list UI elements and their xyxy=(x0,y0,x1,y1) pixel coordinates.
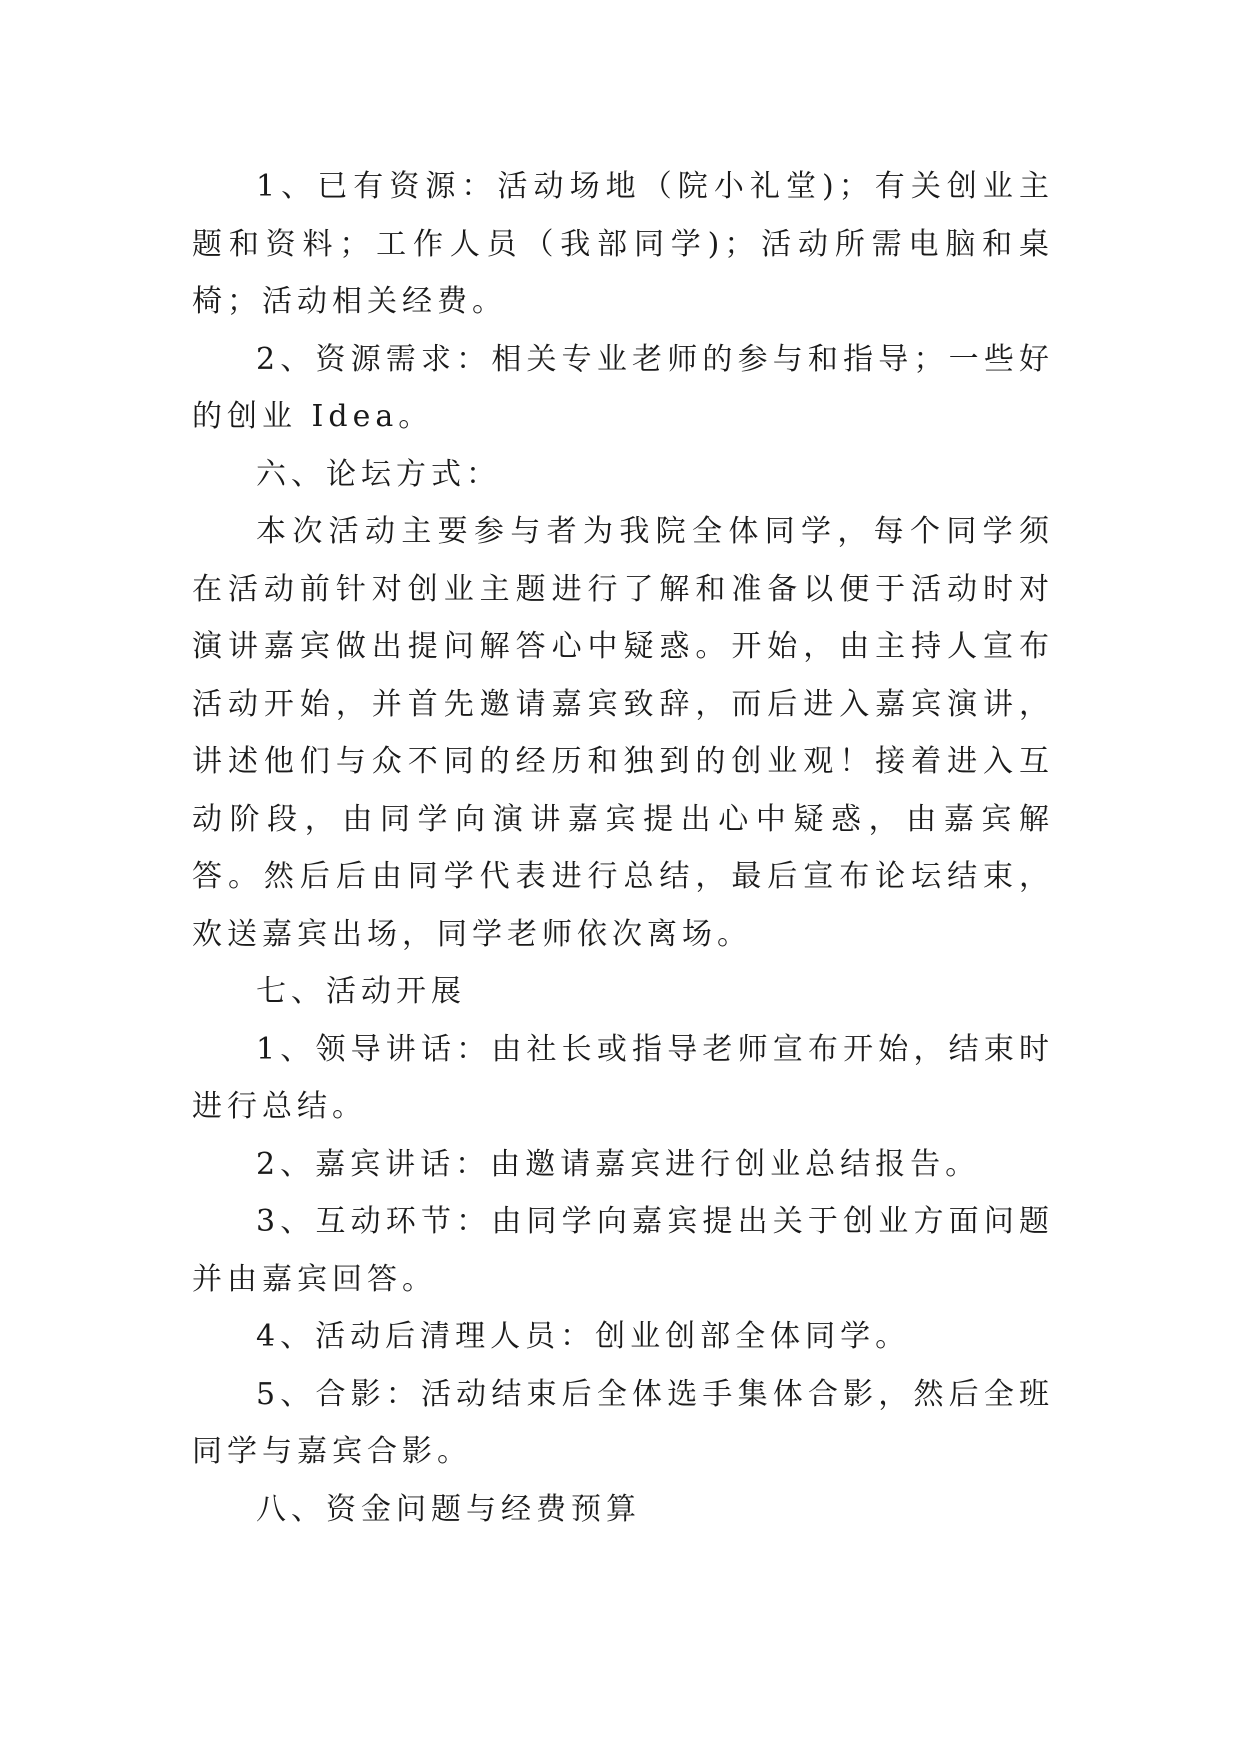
paragraph-interaction: 3、互动环节：由同学向嘉宾提出关于创业方面问题并由嘉宾回答。 xyxy=(192,1204,1054,1297)
paragraph-resource-needs: 2、资源需求：相关专业老师的参与和指导；一些好的创业 Idea。 xyxy=(192,341,1054,434)
heading-forum-format: 六、论坛方式： xyxy=(256,456,501,492)
document-body xyxy=(192,158,1054,1538)
paragraph-leader-speech: 1、领导讲话：由社长或指导老师宣布开始，结束时进行总结。 xyxy=(192,1031,1054,1124)
heading-funding-budget: 八、资金问题与经费预算 xyxy=(256,1491,641,1527)
paragraph-forum-format: 本次活动主要参与者为我院全体同学，每个同学须在活动前针对创业主题进行了解和准备以便于活动时对演讲嘉宾做出提问解答心中疑惑。开始，由主持人宣布活动开始，并首先邀请嘉宾致辞，而后进入嘉宾演讲，讲述他们与众不同的经历和独到的创业观！接着进入互动阶段，由同学向演讲嘉宾提出心中疑惑，由嘉宾解答。然后后由同学代表进行总结，最后宣布论坛结束，欢送嘉宾出场，同学老师依次离场。 xyxy=(192,514,1054,952)
heading-activity-process: 七、活动开展 xyxy=(256,974,466,1009)
paragraph-guest-speech: 2、嘉宾讲话：由邀请嘉宾进行创业总结报告。 xyxy=(256,1146,981,1182)
paragraph-existing-resources: 1、已有资源：活动场地（院小礼堂)；有关创业主题和资料；工作人员（我部同学)；活动所需电脑和桌椅；活动相关经费。 xyxy=(192,169,1054,319)
paragraph-group-photo: 5、合影：活动结束后全体选手集体合影，然后全班同学与嘉宾合影。 xyxy=(192,1376,1054,1469)
paragraph-cleanup-staff: 4、活动后清理人员：创业创部全体同学。 xyxy=(256,1319,911,1354)
